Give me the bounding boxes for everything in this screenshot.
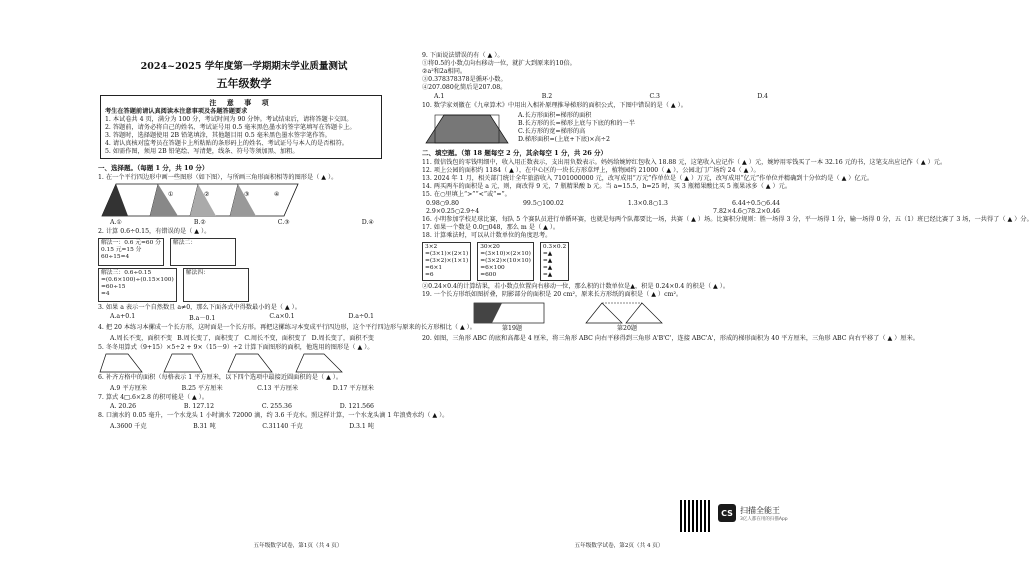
- q1-options: [110, 219, 374, 226]
- option-d[interactable]: D.4: [757, 93, 768, 100]
- q10-steps: A.长方形面积=梯形的面积 B.长方形的长=梯形上底与下底的和的一半 C.长方形的宽=梯形的高 D.梯形面积=(上底+下底)×高÷2: [518, 112, 635, 143]
- question-20: 20. 如图，三角形 ABC 的底和高都是 4 厘米，将三角形 ABC 向右平移得到三角形 A'B'C'，连接 ABC'A'，形成的梯形面积为 40 平方厘米，三角形 ABC 向右平移了（ ▲ ）厘米。: [422, 335, 919, 342]
- method-2: 解法二：: [170, 238, 236, 266]
- exam-page-2: [400, 0, 1033, 561]
- q15-items: 0.98○9.80 99.5○100.02 1.3×0.8○1.3 6.44÷0.5○6.44: [426, 200, 780, 207]
- qr-code-icon: [680, 500, 712, 532]
- question-15: 15. 在○里填上“>”“<”或“=”。: [422, 191, 511, 198]
- section-heading: 二、填空题。（第 18 题每空 2 分，其余每空 1 分，共 26 分）: [422, 149, 607, 157]
- trapezoid-figure: [422, 112, 512, 146]
- notice-item: 3. 答题时，选择题使用 2B 铅笔填涂，其他题目用 0.5 毫米黑色墨水签字笔作答。: [105, 132, 331, 139]
- shape-label-1: ①: [168, 191, 174, 198]
- method-4: 解法四：: [183, 268, 249, 302]
- option-b[interactable]: B. 127.12: [183, 403, 215, 410]
- option-a[interactable]: A.a+0.1: [110, 313, 136, 320]
- notice-box: [100, 95, 382, 159]
- scanner-watermark: [718, 504, 788, 522]
- option-a[interactable]: A. 20.26: [110, 403, 137, 410]
- option-b[interactable]: B.周长变了，面积变了: [177, 335, 240, 342]
- shape-label-2: ②: [204, 191, 210, 198]
- question-3: 3. 如果 a 表示一个自然数且 a≠0，那么下面各式中得数最小的是（ ▲ ）。: [98, 304, 301, 311]
- option-c[interactable]: C.13 平方厘米: [257, 385, 299, 392]
- question-12: 12. 项上公园的面积约 1184（ ▲ ），在中心区的一块长方形草坪上，植物园约 21000（ ▲ ），公园北门广场约 24（ ▲ ）。: [422, 167, 760, 174]
- q9-item: ①将0.5的小数点向右移动一位，就扩大到原来的10倍。: [422, 60, 576, 67]
- option-d[interactable]: D. 121.566: [339, 403, 374, 410]
- shape-label-3: ③: [244, 191, 250, 198]
- q9-item: ②a²和2a相同。: [422, 68, 467, 75]
- q3-options: [110, 313, 374, 322]
- q18-boxes: [422, 242, 784, 281]
- question-6: 6. 补齐方格中的面积（每格表示 1 平方厘米，以下四个选项中最接近圆面积的是（ ▲ ）。: [98, 374, 343, 381]
- question-17: 17. 如果一个数是 0.0□048，那么 m 是（ ▲ ）。: [422, 224, 560, 231]
- question-18: 18. 计算乘法时，可以从计数单位的角度思考。: [422, 232, 552, 239]
- option-b[interactable]: B.31 吨: [193, 423, 216, 430]
- option-a[interactable]: A.周长不变，面积不变: [110, 335, 173, 342]
- exam-title: 2024~2025 学年度第一学期期末学业质量测试: [140, 61, 348, 72]
- option-a[interactable]: A.1: [434, 93, 445, 100]
- notice-intro: 考生在答题前请认真阅读本注意事项及各题答题要求: [105, 108, 248, 115]
- option-a[interactable]: A.①: [110, 219, 122, 226]
- parallelogram-figure: [98, 182, 308, 218]
- option-d[interactable]: D.17 平方厘米: [332, 385, 374, 392]
- option-c[interactable]: C. 255.36: [261, 403, 292, 410]
- option-b[interactable]: B.2: [541, 93, 553, 100]
- option-b[interactable]: B.a－0.1: [189, 315, 216, 322]
- option-c[interactable]: C.周长不变，面积变了: [244, 335, 307, 342]
- camscanner-icon: CS: [718, 504, 736, 522]
- option-a[interactable]: A.9 平方厘米: [110, 385, 148, 392]
- option-d[interactable]: D.周长变了，面积不变: [311, 335, 374, 342]
- question-9: 9. 下面说法错误的有（ ▲ ）。: [422, 52, 504, 59]
- q6-options: [110, 383, 374, 392]
- subject-title: 五年级数学: [216, 77, 272, 90]
- q18-note: ②0.24×0.4的计算结果，若小数点位置向右移动一位，那么积的计数单位是▲，积是 0.24×0.4 的积是（ ▲ ）。: [422, 283, 730, 290]
- shape-label-4: ④: [274, 191, 280, 198]
- question-16: 16. 小明参加学校足球比赛，每队 5 个赛队员进行单循环赛，也就是每两个队都要比一场，共赛（ ▲ ）场。比赛积分规则：胜一场得 3 分，平一场得 1 分，输一场得 0 分，五（1）班已经比赛了 3 场，一共得了（ ▲ ）分。: [422, 216, 1033, 223]
- notice-item: 4. 请认真核对监考员在答题卡上所粘贴的条形码上的姓名、考试证号与本人的是否相符。: [105, 140, 348, 147]
- q9-item: ④207.080化简后是207.08。: [422, 84, 507, 91]
- option-c[interactable]: C.③: [277, 219, 290, 226]
- trapezoid-options-figure: [98, 352, 358, 374]
- notice-item: 1. 本试卷共 4 页，满分为 100 分，考试时间为 90 分钟。考试结束后，请将答题卡交回。: [105, 116, 353, 123]
- question-19: 19. 一个长方形纸如图折叠，阴影部分的面积是 20 cm²，原来长方形纸的面积是（ ▲ ）cm²。: [422, 291, 683, 298]
- calc-box-3: 0.3×0.2 =▲ =▲ =▲ =▲: [540, 242, 569, 281]
- question-10: 10. 数学家刘徽在《九章算术》中用出入相补原理推导梯形的面积公式，下图中错误的是（ ▲ ）。: [422, 102, 687, 109]
- q2-methods: [98, 238, 390, 266]
- question-1: 1. 在一个平行四边形中画一些图形（如下图），与所画三角形面积相等的图形是（ ▲ ）。: [98, 174, 338, 181]
- option-b[interactable]: B.②: [193, 219, 206, 226]
- calc-box-2: 30×20 =(3×10)×(2×10) =(3×2)×(10×10) =6×100 =600: [477, 242, 534, 281]
- q4-options: [110, 333, 374, 342]
- q2-methods-2: [98, 268, 390, 302]
- calc-box-1: 3×2 =(3×1)×(2×1) =(3×2)×(1×1) =6×1 =6: [422, 242, 471, 281]
- page-footer: 五年级数学试卷，第1页（共 4 页）: [253, 543, 343, 549]
- q7-options: [110, 403, 374, 410]
- q8-options: [110, 421, 374, 430]
- question-8: 8. 口滴水的 0.05 毫升，一个水龙头 1 小时滴水 72000 滴，约 3.6 千克水。照这样计算，一个水龙头滴 1 年浪费水约（ ▲ ）。: [98, 412, 449, 419]
- q9-options: [434, 93, 768, 100]
- q19-20-figures: [472, 301, 784, 333]
- notice-item: 2. 答题前，请务必将自己的姓名、考试证号用 0.5 毫米黑色墨水的签字笔填写在答题卡上。: [105, 124, 356, 131]
- option-c[interactable]: C.a×0.1: [269, 313, 295, 320]
- option-b[interactable]: B.25 平方厘米: [181, 385, 223, 392]
- q15-items-2: 2.9×0.25○2.9÷4 7.82×4.6○78.2×0.46: [426, 208, 780, 215]
- figure-19: 第19题: [472, 301, 552, 333]
- option-a[interactable]: A.3600 千克: [110, 423, 147, 430]
- question-4: 4. 把 20 本练习本摞成一个长方形，这时面是一个长方形。再把这摞练习本变成平行四边形，这个平行四边形与原来的长方形相比（ ▲ ）。: [98, 324, 476, 331]
- question-11: 11. 微信钱包的零钱明细中，收入用正数表示，支出用负数表示。妈妈给婉婷红包收入 18.88 元，这笔收入应记作（ ▲ ）元，婉婷用零钱买了一本 32.16 元的书，这笔支出应记作（ ▲ ）元。: [422, 159, 947, 166]
- q9-item: ③0.378378378是循环小数。: [422, 76, 507, 83]
- option-c[interactable]: C.31140 千克: [262, 423, 303, 430]
- notice-item: 5. 如需作图，须用 2B 铅笔绘、写清楚，线条、符号等须加黑、加粗。: [105, 148, 299, 155]
- question-14: 14. 两买两车的面积是 a 元，则，商改得 9 元，7 瓶精果酸 b 元。当 a=15.5，b=25 时，买 3 瓶精果酸比买 5 瓶果冰多（ ▲ ）元。: [422, 183, 792, 190]
- notice-heading: 注 意 事 项: [209, 98, 273, 107]
- q10-content: [422, 112, 784, 146]
- scanner-name: 扫描全能王: [740, 505, 780, 515]
- option-d[interactable]: D.④: [361, 219, 374, 226]
- question-5: 5. 冬冬用算式（9+15）×5÷2 + 9×（15－9）÷2 计算下面图形的面积，他选用的图形是（ ▲ ）。: [98, 344, 374, 351]
- question-13: 13. 2024 年 1 月，相关部门统计全年旅游收入 7101000000 元，改写成用“万元”作单位是（ ▲ ）万元，改写成用“亿元”作单位并精确到十分位约是（ ▲ ）亿元。: [422, 175, 874, 182]
- scanner-tagline: 3亿人都在用的扫描App: [740, 516, 788, 522]
- option-d[interactable]: D.a÷0.1: [348, 313, 374, 320]
- question-7: 7. 算式 4□.6×2.8 的积可能是（ ▲ ）。: [98, 394, 208, 401]
- option-d[interactable]: D.3.1 吨: [349, 423, 374, 430]
- figure-20: 第20题: [582, 301, 672, 333]
- method-3: 解法三：0.6÷0.15 =(0.6×100)÷(0.15×100) =60÷15 =4: [98, 268, 177, 302]
- question-2: 2. 计算 0.6÷0.15，有错误的是（ ▲ ）。: [98, 228, 211, 235]
- section-heading: 一、选择题。（每题 1 分，共 10 分）: [98, 164, 209, 172]
- option-c[interactable]: C.3: [649, 93, 660, 100]
- method-1: 解法一：0.6 元=60 分 0.15 元=15 分 60÷15=4: [98, 238, 164, 266]
- page-footer: 五年级数学试卷，第2页（共 4 页）: [574, 543, 664, 549]
